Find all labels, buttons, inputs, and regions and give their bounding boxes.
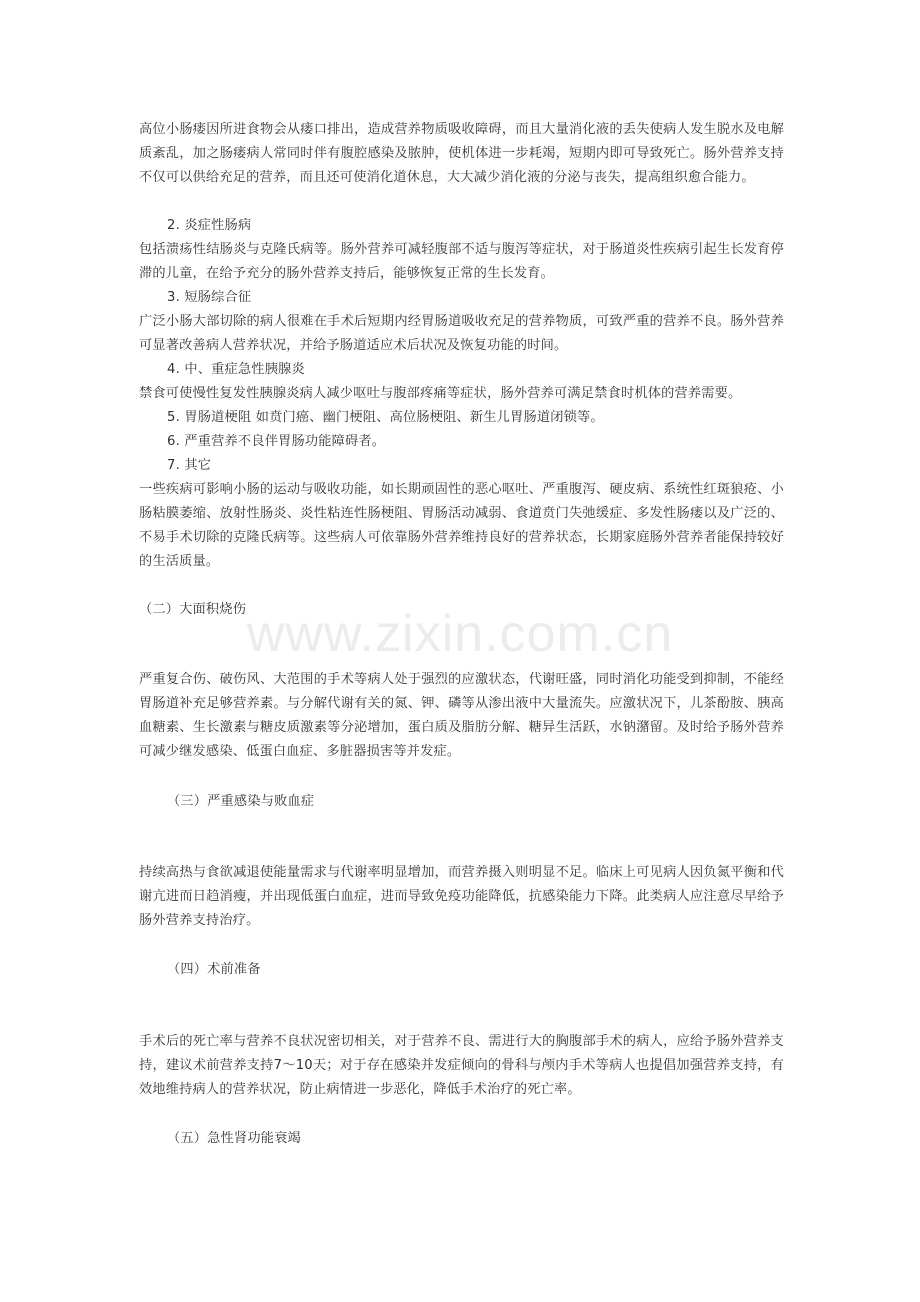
item-7-heading: 7. 其它 — [167, 458, 212, 473]
item-4-heading: 4. 中、重症急性胰腺炎 — [167, 362, 305, 377]
section-5-heading: （五）急性肾功能衰竭 — [167, 1131, 301, 1146]
item-5-heading: 5. 胃肠道梗阻 如贲门癌、幽门梗阻、高位肠梗阻、新生儿胃肠道闭锁等。 — [167, 410, 604, 425]
section-4-body: 手术后的死亡率与营养不良状况密切相关，对于营养不良、需进行大的胸腹部手术的病人，应给予肠外营养支持，建议术前营养支持7～10天；对于存在感染并发症倾向的骨科与颅内手术等病人也提倡加强营养支持，有效地维持病人的营养状况，防止病情进一步恶化，降低手术治疗的死亡率。 — [139, 1034, 784, 1097]
watermark: www.zixin.com.cn — [246, 605, 674, 663]
item-3-body: 广泛小肠大部切除的病人很难在手术后短期内经胃肠道吸收充足的营养物质，可致严重的营养不良。肠外营养可显著改善病人营养状况，并给予肠道适应术后状况及恢复功能的时间。 — [139, 314, 784, 353]
item-2-body: 包括溃疡性结肠炎与克隆氏病等。肠外营养可减轻腹部不适与腹泻等症状，对于肠道炎性疾病引起生长发育停滞的儿童，在给予充分的肠外营养支持后，能够恢复正常的生长发育。 — [139, 242, 784, 281]
section-3-body: 持续高热与食欲减退使能量需求与代谢率明显增加，而营养摄入则明显不足。临床上可见病人因负氮平衡和代谢亢进而日趋消瘦，并出现低蛋白血症，进而导致免疫功能降低，抗感染能力下降。此类病人应注意尽早给予肠外营养支持治疗。 — [139, 865, 784, 928]
item-3-heading: 3. 短肠综合征 — [167, 290, 252, 305]
item-6-heading: 6. 严重营养不良伴胃肠功能障碍者。 — [167, 434, 386, 449]
section-2-body: 严重复合伤、破伤风、大范围的手术等病人处于强烈的应激状态，代谢旺盛，同时消化功能受到抑制，不能经胃肠道补充足够营养素。与分解代谢有关的氮、钾、磷等从渗出液中大量流失。应激状况下，儿茶酚胺、胰高血糖素、生长激素与糖皮质激素等分泌增加，蛋白质及脂肪分解、糖异生活跃，水钠潴留。及时给予肠外营养可减少继发感染、低蛋白血症、多脏器损害等并发症。 — [139, 672, 784, 759]
item-7-body: 一些疾病可影响小肠的运动与吸收功能，如长期顽固性的恶心呕吐、严重腹泻、硬皮病、系统性红斑狼疮、小肠粘膜萎缩、放射性肠炎、炎性粘连性肠梗阻、胃肠活动减弱、食道贲门失弛缓症、多发性肠瘘以及广泛的、不易手术切除的克隆氏病等。这些病人可依靠肠外营养维持良好的营养状态，长期家庭肠外营养者能保持较好的生活质量。 — [139, 482, 784, 569]
section-3-heading: （三）严重感染与败血症 — [167, 794, 315, 809]
item-2-heading: 2. 炎症性肠病 — [167, 218, 252, 233]
section-2-heading: （二）大面积烧伤 — [139, 602, 247, 617]
intro-paragraph: 高位小肠瘘因所进食物会从瘘口排出，造成营养物质吸收障碍，而且大量消化液的丢失使病人发生脱水及电解质紊乱，加之肠瘘病人常同时伴有腹腔感染及脓肿，使机体进一步耗竭，短期内即可导致死亡。肠外营养支持不仅可以供给充足的营养，而且还可使消化道休息，大大减少消化液的分泌与丧失，提高组织愈合能力。 — [139, 122, 784, 185]
item-4-body: 禁食可使慢性复发性胰腺炎病人减少呕吐与腹部疼痛等症状，肠外营养可满足禁食时机体的营养需要。 — [139, 386, 742, 401]
section-4-heading: （四）术前准备 — [167, 962, 261, 977]
